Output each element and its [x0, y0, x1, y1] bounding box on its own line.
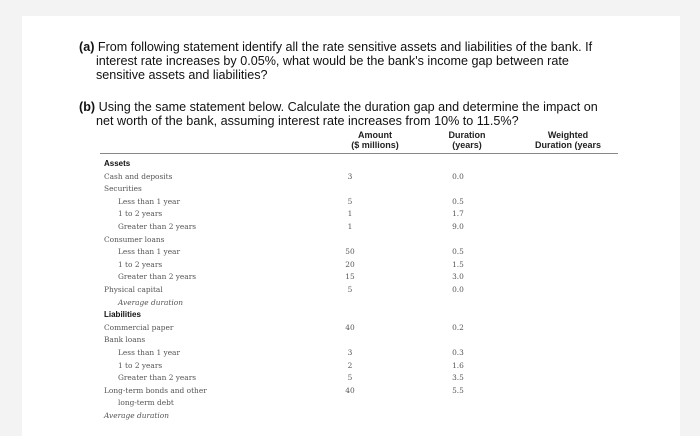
row-amount: 3 — [347, 171, 353, 181]
row-duration: 1.7 — [452, 209, 464, 219]
row-duration: 3.0 — [452, 272, 464, 282]
table-row — [0, 271, 700, 282]
question-a-label: (a) — [79, 40, 95, 54]
row-label: Cash and deposits — [104, 171, 173, 181]
question-b — [79, 100, 639, 128]
duration-header-title: Duration — [448, 130, 486, 140]
table-row — [0, 347, 700, 358]
row-label: Long-term bonds and other — [104, 385, 207, 395]
row-duration: 3.5 — [452, 373, 464, 383]
row-label: Physical capital — [104, 285, 163, 294]
row-amount: 15 — [345, 272, 355, 282]
table-row — [0, 196, 700, 207]
row-label: Greater than 2 years — [118, 373, 197, 383]
row-amount: 5 — [347, 196, 353, 206]
duration-header-unit: (years) — [452, 140, 482, 150]
row-amount: 40 — [345, 322, 355, 332]
row-label: Commercial paper — [104, 322, 174, 332]
row-label: Securities — [104, 184, 142, 194]
row-duration: 9.0 — [452, 222, 464, 231]
table-row — [0, 322, 700, 333]
row-duration: 0.2 — [452, 322, 464, 332]
row-amount: 5 — [347, 373, 353, 383]
table-row — [0, 246, 700, 257]
question-a-line-3: sensitive assets and liabilities? — [96, 68, 268, 82]
row-duration: 1.6 — [452, 360, 464, 370]
row-duration: 0.5 — [452, 196, 464, 206]
row-duration: 0.0 — [452, 285, 464, 294]
row-duration: 1.5 — [452, 259, 464, 269]
row-amount: 40 — [345, 385, 355, 395]
row-label: Average duration — [118, 297, 183, 307]
row-amount: 1 — [347, 222, 353, 231]
table-row — [0, 297, 700, 308]
table-row — [0, 158, 700, 169]
row-label: 1 to 2 years — [118, 360, 163, 370]
header-rule — [100, 153, 618, 154]
row-amount: 3 — [347, 348, 353, 357]
row-label: 1 to 2 years — [118, 209, 163, 219]
row-amount: 2 — [347, 360, 353, 370]
table-row — [0, 360, 700, 371]
row-duration: 5.5 — [452, 385, 464, 395]
amount-column-header — [330, 130, 420, 150]
row-label: Greater than 2 years — [118, 222, 197, 231]
row-amount: 20 — [345, 259, 355, 269]
question-b-line-1: Using the same statement below. Calculate the duration gap and determine the impact on — [98, 100, 598, 114]
row-duration: 0.0 — [452, 171, 464, 181]
table-row — [0, 334, 700, 345]
row-label: Less than 1 year — [118, 247, 181, 257]
table-row — [0, 309, 700, 320]
row-duration: 0.5 — [452, 247, 464, 257]
row-amount: 1 — [347, 209, 353, 219]
row-label: Consumer loans — [104, 234, 165, 244]
question-a-line-2: interest rate increases by 0.05%, what would be the bank's income gap between rate — [96, 54, 569, 68]
question-b-label: (b) — [79, 100, 96, 114]
row-label: long-term debt — [118, 398, 174, 408]
table-row — [0, 234, 700, 245]
question-b-line-2: net worth of the bank, assuming interest rate increases from 10% to 11.5%? — [96, 114, 519, 128]
row-label: Liabilities — [104, 310, 141, 320]
row-label: Greater than 2 years — [118, 272, 197, 282]
question-a-line-1: From following statement identify all the rate sensitive assets and liabilities of the bank. If — [97, 40, 593, 54]
duration-column-header — [432, 130, 502, 150]
row-label: Bank loans — [104, 335, 146, 345]
table-row — [0, 183, 700, 194]
table-row — [0, 221, 700, 232]
table-row — [0, 372, 700, 383]
row-label: Assets — [104, 159, 131, 168]
table-row — [0, 284, 700, 295]
weighted-header-unit: Duration (years — [534, 140, 602, 150]
row-label: 1 to 2 years — [118, 259, 163, 269]
question-a — [79, 40, 639, 82]
row-label: Less than 1 year — [118, 348, 181, 357]
table-row — [0, 397, 700, 408]
weighted-duration-column-header — [518, 130, 618, 150]
row-amount: 5 — [347, 285, 353, 294]
table-row — [0, 171, 700, 182]
table-row — [0, 208, 700, 219]
table-row — [0, 385, 700, 396]
amount-header-title: Amount — [358, 130, 392, 140]
row-label: Average duration — [104, 411, 169, 420]
table-row — [0, 410, 700, 421]
table-row — [0, 259, 700, 270]
row-duration: 0.3 — [452, 348, 464, 357]
amount-header-unit: ($ millions) — [351, 140, 399, 150]
row-label: Less than 1 year — [118, 196, 181, 206]
weighted-header-title: Weighted — [547, 130, 589, 140]
row-amount: 50 — [345, 247, 355, 257]
